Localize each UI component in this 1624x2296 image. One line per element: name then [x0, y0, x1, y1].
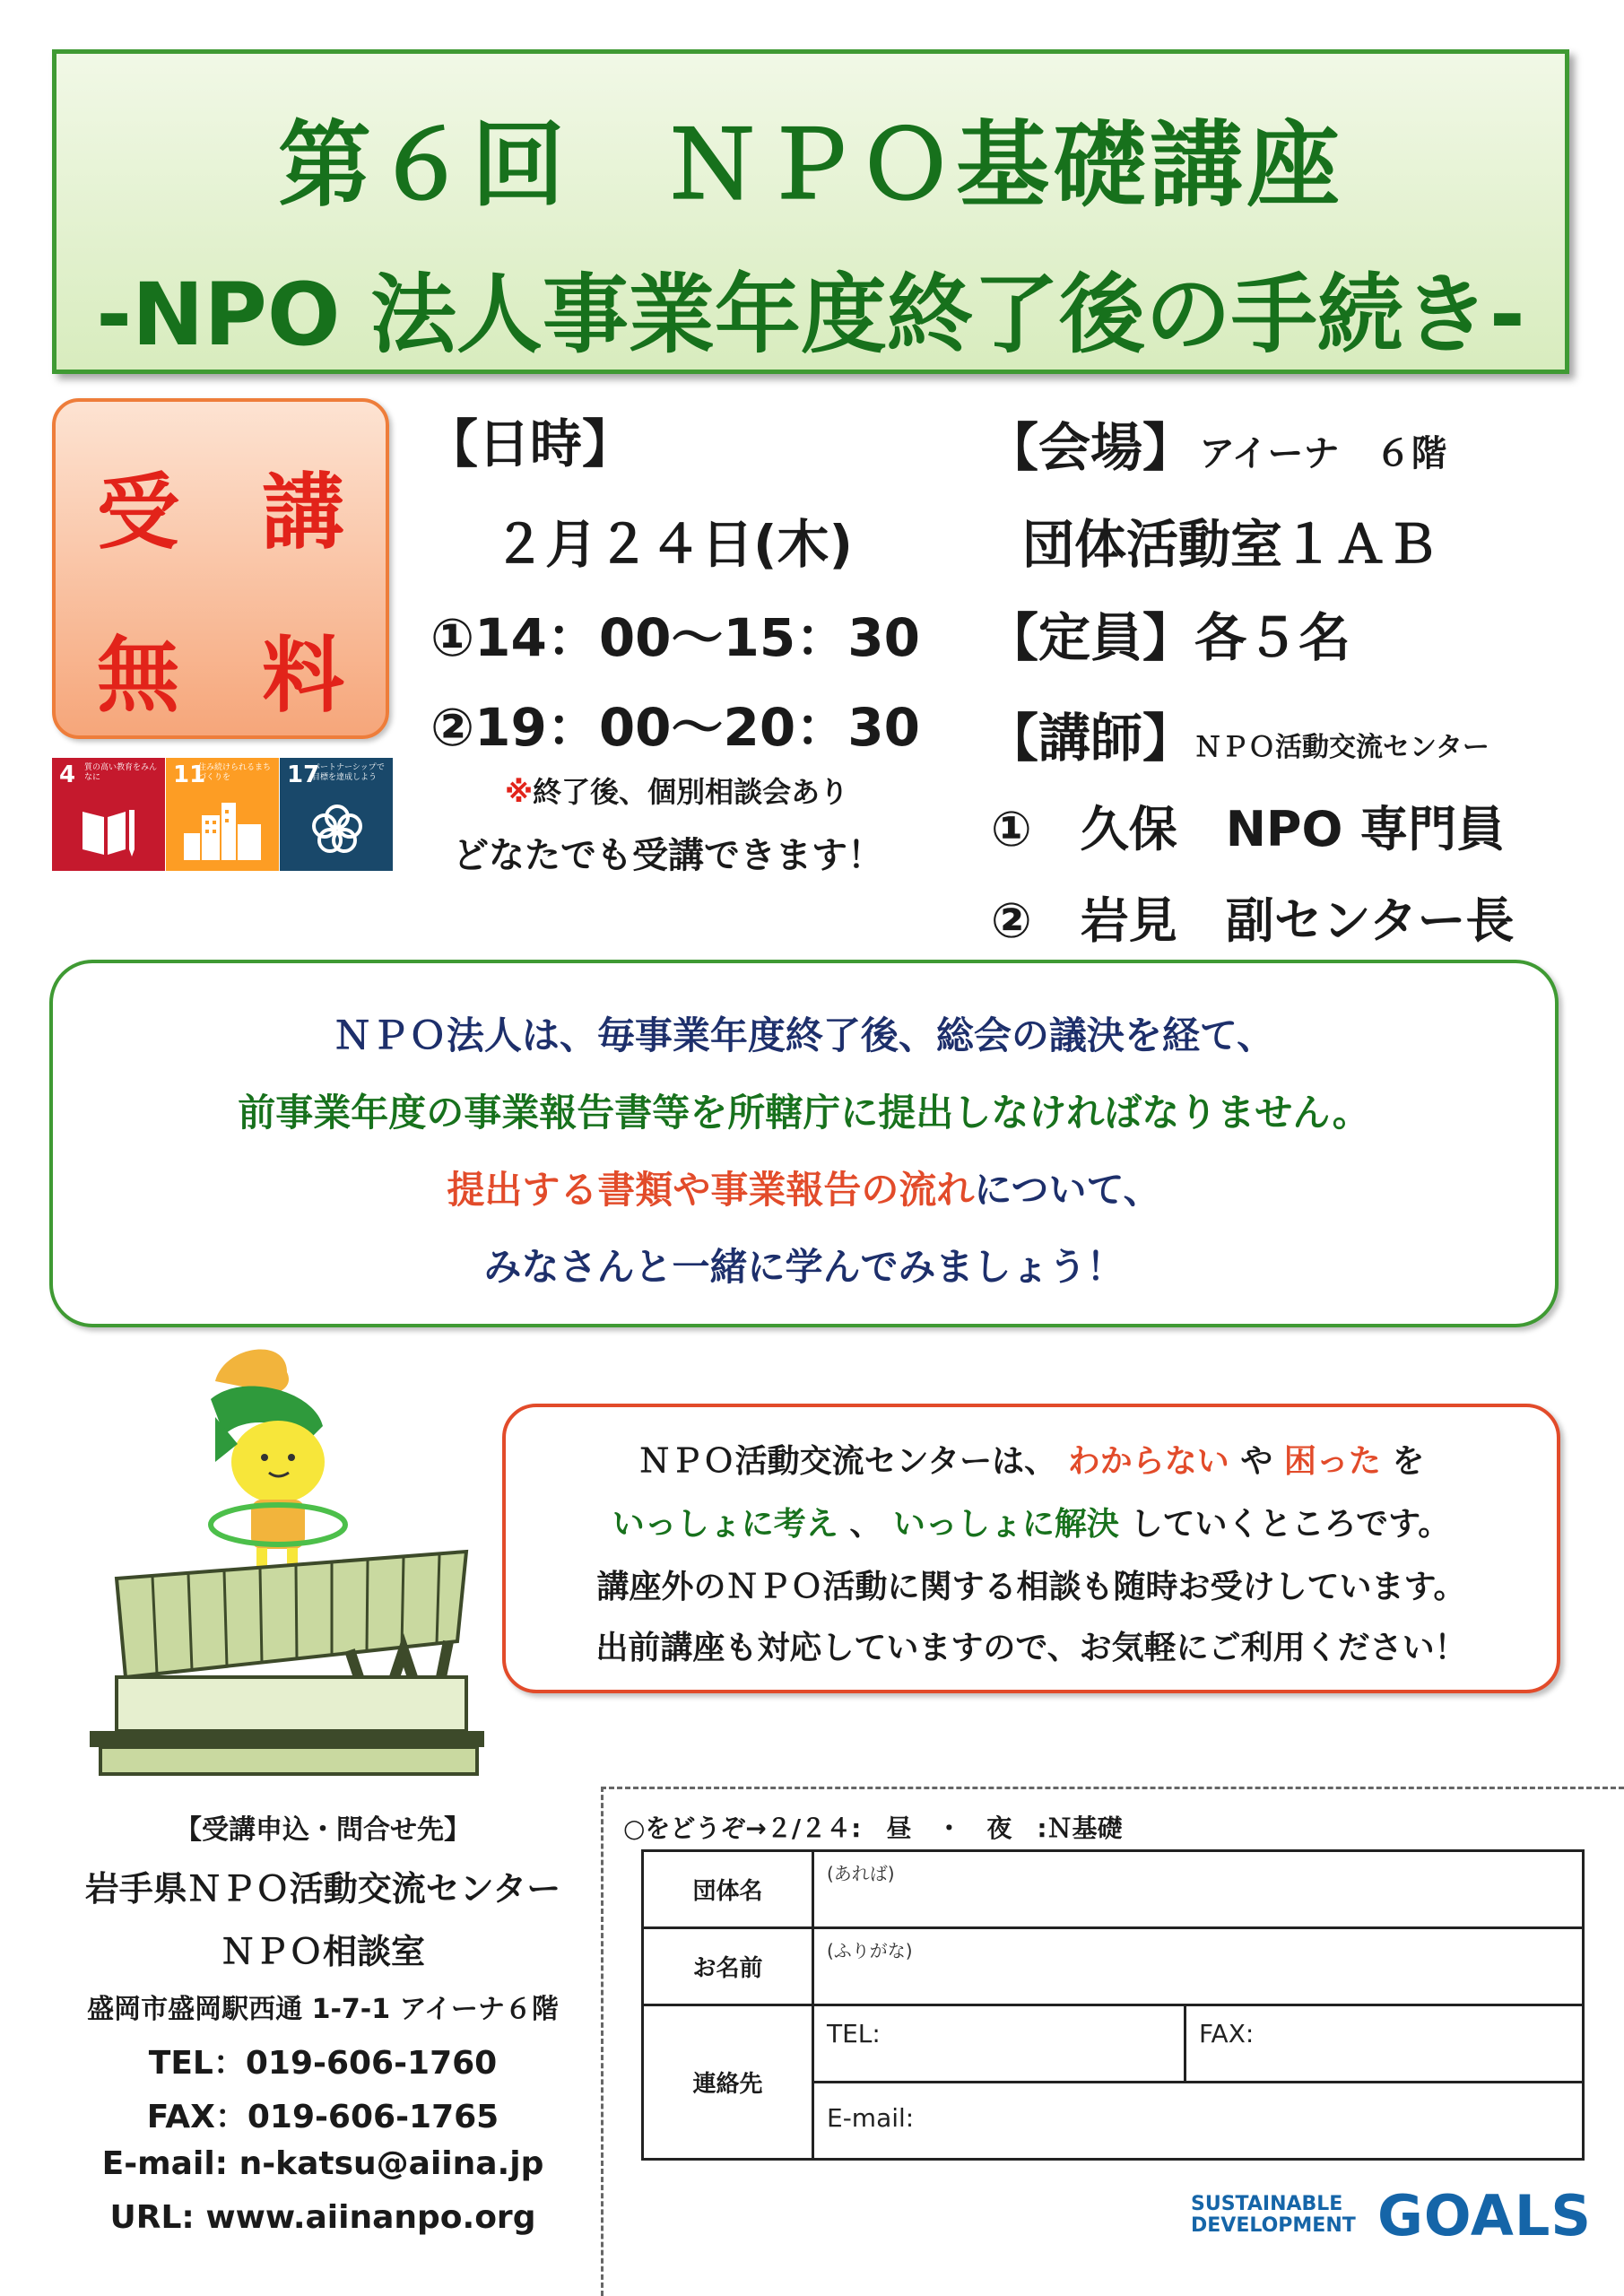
- center-text: していくところです。: [1130, 1506, 1451, 1543]
- contact-heading: 【受講申込・問合せ先】: [175, 1814, 471, 1846]
- mascot-building-illustration: [81, 1336, 493, 1776]
- description-line-4: みなさんと一緒に学んでみましょう！: [483, 1245, 1125, 1289]
- sdg-goal-17-tile: [280, 758, 393, 871]
- application-form: [641, 1849, 1585, 2161]
- sdg-number: 11: [173, 761, 206, 788]
- capacity-label: 【定員】: [986, 607, 1195, 668]
- center-message-box: [502, 1404, 1560, 1693]
- cut-line-vertical: [601, 1787, 604, 2296]
- tel-field[interactable]: [813, 2005, 1185, 2083]
- datetime-label: 【日時】: [426, 413, 635, 474]
- center-text: や: [1240, 1443, 1273, 1480]
- partnership-flower-icon: [307, 799, 368, 860]
- title-banner: [52, 49, 1569, 374]
- contact-url: URL: www.aiinanpo.org: [109, 2199, 536, 2236]
- email-field[interactable]: [813, 2083, 1584, 2160]
- venue-label: 【会場】: [986, 417, 1195, 478]
- badge-line-2: 無 料: [96, 628, 344, 724]
- group-name-label: 団体名: [643, 1851, 813, 1928]
- center-line-3: 講座外のＮＰＯ活動に関する相談も随時お受けしています。: [596, 1569, 1466, 1605]
- lecturer-label: 【講師】: [986, 708, 1195, 769]
- center-highlight-solve: いっしょに解決: [892, 1506, 1119, 1543]
- contact-fax: FAX：019-606-1765: [146, 2099, 499, 2135]
- sdg-text: パートナーシップで目標を達成しよう: [312, 763, 385, 782]
- free-attendance-badge: [52, 398, 389, 739]
- capacity-value: 各５名: [1194, 607, 1351, 668]
- description-line-1: ＮＰＯ法人は、毎事業年度終了後、総会の議決を経て、: [333, 1013, 1275, 1057]
- center-highlight-think: いっしょに考え: [612, 1506, 838, 1543]
- contact-tel: TEL：019-606-1760: [148, 2045, 498, 2082]
- sdg-goal-11-tile: [166, 758, 279, 871]
- name-hint: (ふりがな): [827, 1940, 913, 1961]
- sdg-text: 住み続けられるまちづくりを: [198, 763, 272, 782]
- group-name-field[interactable]: [813, 1851, 1584, 1928]
- center-highlight-unknown: わからない: [1067, 1443, 1229, 1480]
- lecturer-org: ＮＰＯ活動交流センター: [1194, 732, 1489, 763]
- badge-line-1: 受 講: [96, 465, 344, 561]
- sdgs-logo-line-2: DEVELOPMENT: [1191, 2214, 1356, 2237]
- course-description-box: [49, 960, 1559, 1327]
- capacity: [986, 596, 1350, 671]
- center-text: ＮＰＯ活動交流センターは、: [638, 1443, 1057, 1480]
- cut-line-horizontal: [601, 1787, 1624, 1789]
- description-line-3-rest: について、: [974, 1168, 1161, 1212]
- contact-label: 連絡先: [643, 2005, 813, 2160]
- fax-slot-label: FAX:: [1199, 2019, 1255, 2048]
- consultation-note: ※終了後、個別相談会あり: [505, 775, 849, 809]
- contact-org: 岩手県ＮＰＯ活動交流センター: [84, 1869, 561, 1909]
- center-line-2: [506, 1499, 1557, 1544]
- contact-email: E-mail: n-katsu@aiina.jp: [101, 2145, 544, 2182]
- sdg-goal-4-tile: [52, 758, 165, 871]
- book-pencil-icon: [79, 804, 138, 858]
- sdgs-logo-line-1: SUSTAINABLE: [1191, 2193, 1343, 2215]
- center-line-1: [506, 1436, 1557, 1482]
- title-subtitle: -NPO 法人事業年度終了後の手続き-: [96, 265, 1525, 365]
- open-to-all-note: どなたでも受講できます！: [453, 835, 883, 876]
- email-slot-label: E-mail:: [827, 2103, 915, 2133]
- group-name-hint: (あれば): [827, 1863, 895, 1884]
- sdg-number: 4: [59, 761, 76, 788]
- venue-room: 団体活動室１ＡＢ: [1022, 514, 1439, 575]
- title-main: 第６回 ＮＰＯ基礎講座: [277, 110, 1343, 220]
- sdg-number: 17: [287, 761, 320, 788]
- sdgs-logo-goals: GOALS: [1377, 2183, 1593, 2248]
- contact-room: ＮＰＯ相談室: [220, 1932, 425, 1971]
- center-highlight-trouble: 困った: [1283, 1443, 1381, 1480]
- lecturer-1: ① 久保 NPO 専門員: [991, 801, 1506, 857]
- name-label: お名前: [643, 1928, 813, 2005]
- description-line-2: 前事業年度の事業報告書等を所轄庁に提出しなければなりません。: [238, 1091, 1370, 1135]
- form-instruction: ○をどうぞ→２/２４: 昼 ・ 夜 :Ｎ基礎: [623, 1813, 1123, 1843]
- fax-field[interactable]: [1185, 2005, 1584, 2083]
- center-line-4: 出前講座も対応していますので、お気軽にご利用ください！: [595, 1630, 1467, 1666]
- event-date: ２月２４日(木): [493, 514, 854, 575]
- venue-place: アイーナ ６階: [1199, 433, 1447, 474]
- venue: [986, 405, 1447, 481]
- session-2-time: ②19：00～20：30: [430, 697, 920, 758]
- tel-slot-label: TEL:: [827, 2019, 881, 2048]
- center-text: 、: [849, 1506, 882, 1543]
- session-1-time: ①14：00～15：30: [430, 607, 920, 668]
- contact-address: 盛岡市盛岡駅西通 1-7-1 アイーナ６階: [87, 1994, 559, 2025]
- description-highlight: 提出する書類や事業報告の流れ: [447, 1168, 975, 1212]
- description-line-3: [53, 1161, 1555, 1214]
- city-buildings-icon: [180, 797, 266, 862]
- lecturer: [986, 696, 1489, 771]
- center-text: を: [1392, 1443, 1425, 1480]
- name-field[interactable]: [813, 1928, 1584, 2005]
- sdg-text: 質の高い教育をみんなに: [84, 763, 158, 782]
- lecturer-2: ② 岩見 副センター長: [991, 892, 1515, 949]
